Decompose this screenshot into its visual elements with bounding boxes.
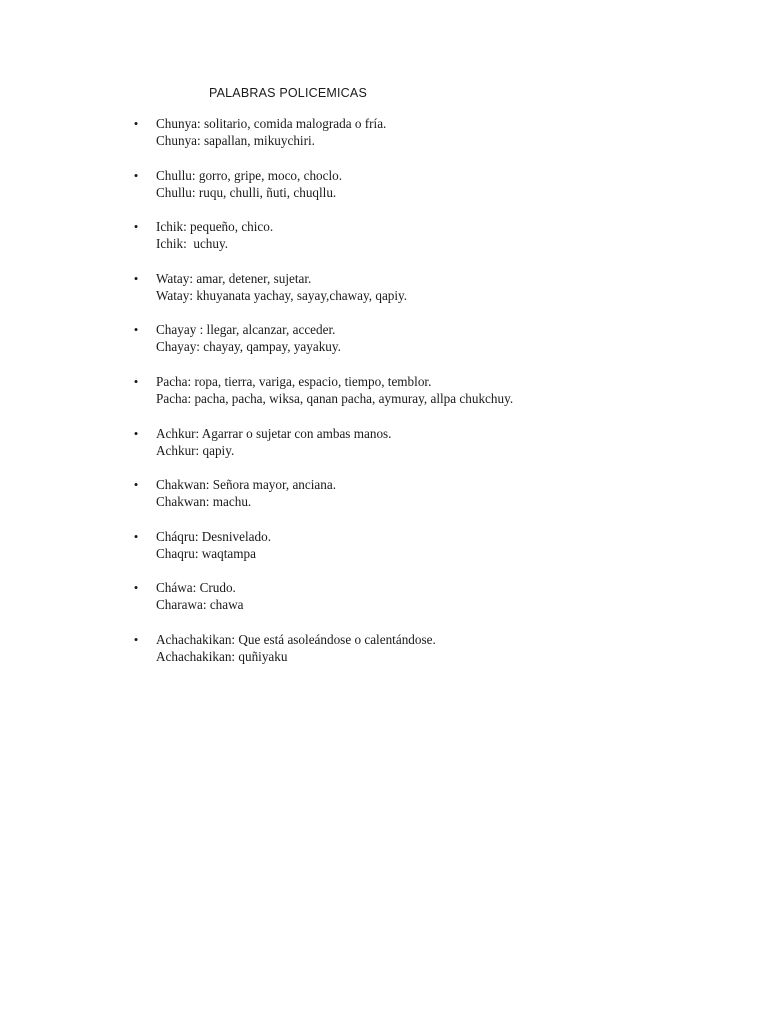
definition-quechua: Chakwan: machu. [156, 494, 252, 510]
definition-spanish: Pacha: ropa, tierra, variga, espacio, tiempo, temblor. [156, 373, 432, 389]
definition-spanish: Chakwan: Señora mayor, anciana. [156, 477, 337, 493]
definition-quechua: Watay: khuyanata yachay, sayay,chaway, qapiy. [156, 287, 408, 303]
definition-quechua: Achkur: qapiy. [156, 442, 235, 458]
definition-quechua: Chunya: sapallan, mikuychiri. [156, 133, 315, 148]
bullet-icon: • [133, 425, 139, 441]
definition-quechua: Chaqru: waqtampa [156, 545, 256, 561]
bullet-icon: • [133, 219, 139, 235]
bullet-icon: • [133, 322, 139, 338]
definition-quechua: Chayay: chayay, qampay, yayakuy. [156, 339, 341, 355]
list-item [0, 321, 768, 373]
bullet-icon: • [133, 580, 139, 596]
list-item [0, 115, 768, 167]
definition-quechua: Achachakikan: quñiyaku [156, 648, 288, 664]
list-item [0, 631, 768, 683]
definition-spanish: Ichik: pequeño, chico. [156, 219, 274, 235]
definition-spanish: Achkur: Agarrar o sujetar con ambas manos. [156, 425, 392, 441]
bullet-icon: • [133, 528, 139, 544]
definition-quechua: Pacha: pacha, pacha, wiksa, qanan pacha, aymuray, allpa chukchuy. [156, 390, 514, 406]
definition-spanish: Chayay : llegar, alcanzar, acceder. [156, 322, 336, 338]
definition-spanish: Chullu: gorro, gripe, moco, choclo. [156, 167, 343, 183]
list-item [0, 528, 768, 580]
definition-spanish: Chunya: solitario, comida malograda o fría. [156, 116, 387, 131]
bullet-icon: • [133, 167, 139, 183]
definition-spanish: Achachakikan: Que está asoleándose o calentándose. [156, 631, 436, 647]
list-item [0, 270, 768, 322]
definition-quechua: Charawa: chawa [156, 597, 244, 613]
definition-quechua: Chullu: ruqu, chulli, ñuti, chuqllu. [156, 184, 337, 200]
list-item [0, 476, 768, 528]
word-list [0, 115, 768, 683]
bullet-icon: • [133, 631, 139, 647]
list-item [0, 425, 768, 477]
definition-spanish: Cháwa: Crudo. [156, 580, 236, 596]
definition-spanish: Cháqru: Desnivelado. [156, 528, 271, 544]
list-item [0, 218, 768, 270]
document-title: PALABRAS POLICEMICAS [209, 86, 367, 100]
bullet-icon: • [133, 477, 139, 493]
list-item [0, 579, 768, 631]
bullet-icon: • [133, 270, 139, 286]
bullet-icon: • [133, 116, 139, 131]
definition-spanish: Watay: amar, detener, sujetar. [156, 270, 312, 286]
bullet-icon: • [133, 373, 139, 389]
list-item [0, 167, 768, 219]
definition-quechua: Ichik: uchuy. [156, 236, 229, 252]
list-item [0, 373, 768, 425]
